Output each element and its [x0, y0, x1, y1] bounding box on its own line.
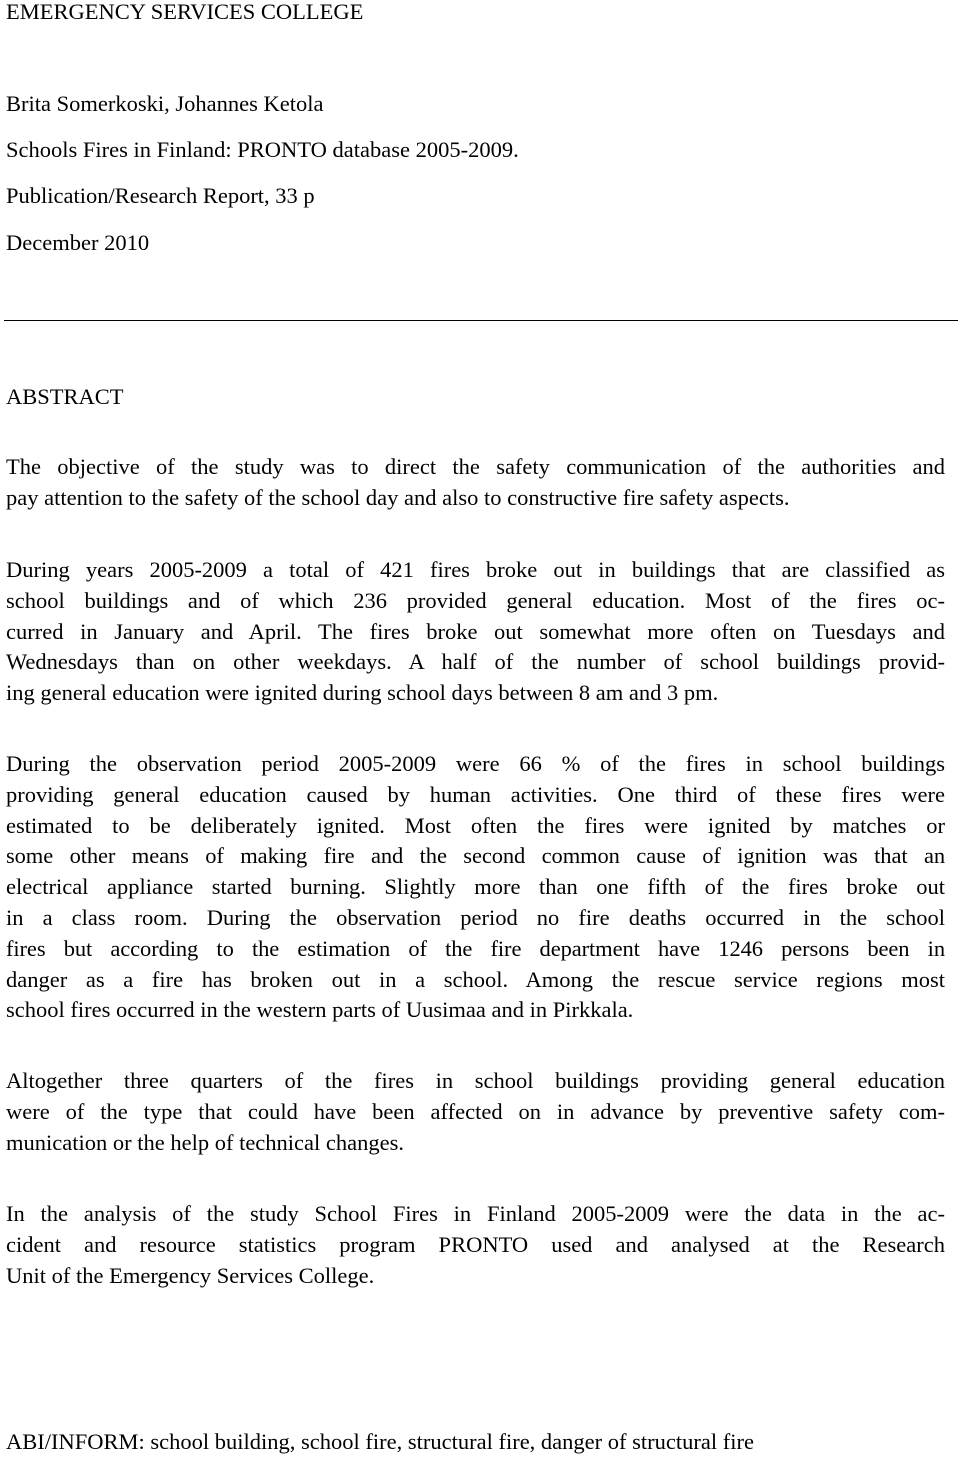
keywords: ABI/INFORM: school building, school fire, structural fire, danger of structural fire	[6, 1429, 754, 1454]
report-title: Schools Fires in Finland: PRONTO database 2005-2009.	[6, 137, 519, 162]
abstract-paragraph-5	[6, 1199, 945, 1291]
paragraph-line: Unit of the Emergency Services College.	[6, 1262, 375, 1288]
paragraph-line: providing general education caused by human activities. One third of these fires were	[6, 781, 945, 807]
paragraph-line: school buildings and of which 236 provided general education. Most of the fires oc-	[6, 587, 945, 613]
paragraph-line: Wednesdays than on other weekdays. A half of the number of school buildings provid-	[6, 649, 945, 675]
paragraph-line: curred in January and April. The fires broke out somewhat more often on Tuesdays and	[6, 618, 945, 644]
paragraph-line: In the analysis of the study School Fires in Finland 2005-2009 were the data in the ac-	[6, 1201, 945, 1226]
paragraph-line: some other means of making fire and the second common cause of ignition was that an	[6, 843, 945, 869]
paragraph-line: cident and resource statistics program PRONTO used and analysed at the Research	[6, 1231, 945, 1257]
institution-name: EMERGENCY SERVICES COLLEGE	[6, 0, 364, 24]
paragraph-line: school fires occurred in the western parts of Uusimaa and in Pirkkala.	[6, 997, 634, 1023]
abstract-heading: ABSTRACT	[6, 384, 124, 409]
abstract-paragraph-2	[6, 555, 945, 709]
paragraph-line: estimated to be deliberately ignited. Most often the fires were ignited by matches or	[6, 812, 945, 838]
abstract-paragraph-4	[6, 1066, 945, 1158]
paragraph-line: During the observation period 2005-2009 were 66 % of the fires in school buildings	[6, 751, 945, 776]
paragraph-line: in a class room. During the observation period no fire deaths occurred in the school	[6, 904, 945, 930]
paragraph-line: munication or the help of technical changes.	[6, 1129, 404, 1155]
paragraph-line: ing general education were ignited during school days between 8 am and 3 pm.	[6, 680, 719, 706]
paragraph-line: The objective of the study was to direct the safety communication of the authorities and	[6, 454, 945, 479]
paragraph-line: pay attention to the safety of the school day and also to constructive fire safety aspects.	[6, 484, 790, 510]
paragraph-line: fires but according to the estimation of the fire department have 1246 persons been in	[6, 935, 945, 961]
horizontal-divider	[4, 320, 958, 321]
paragraph-line: were of the type that could have been affected on in advance by preventive safety com-	[6, 1098, 945, 1124]
paragraph-line: danger as a fire has broken out in a school. Among the rescue service regions most	[6, 966, 945, 992]
authors: Brita Somerkoski, Johannes Ketola	[6, 91, 324, 116]
abstract-paragraph-3	[6, 749, 945, 1026]
publication-info: Publication/Research Report, 33 p	[6, 183, 315, 208]
paragraph-line: Altogether three quarters of the fires in school buildings providing general education	[6, 1068, 945, 1093]
paragraph-line: During years 2005-2009 a total of 421 fires broke out in buildings that are classified as	[6, 557, 945, 582]
paragraph-line: electrical appliance started burning. Slightly more than one fifth of the fires broke out	[6, 874, 945, 900]
publication-date: December 2010	[6, 230, 150, 255]
abstract-paragraph-1	[6, 452, 945, 514]
